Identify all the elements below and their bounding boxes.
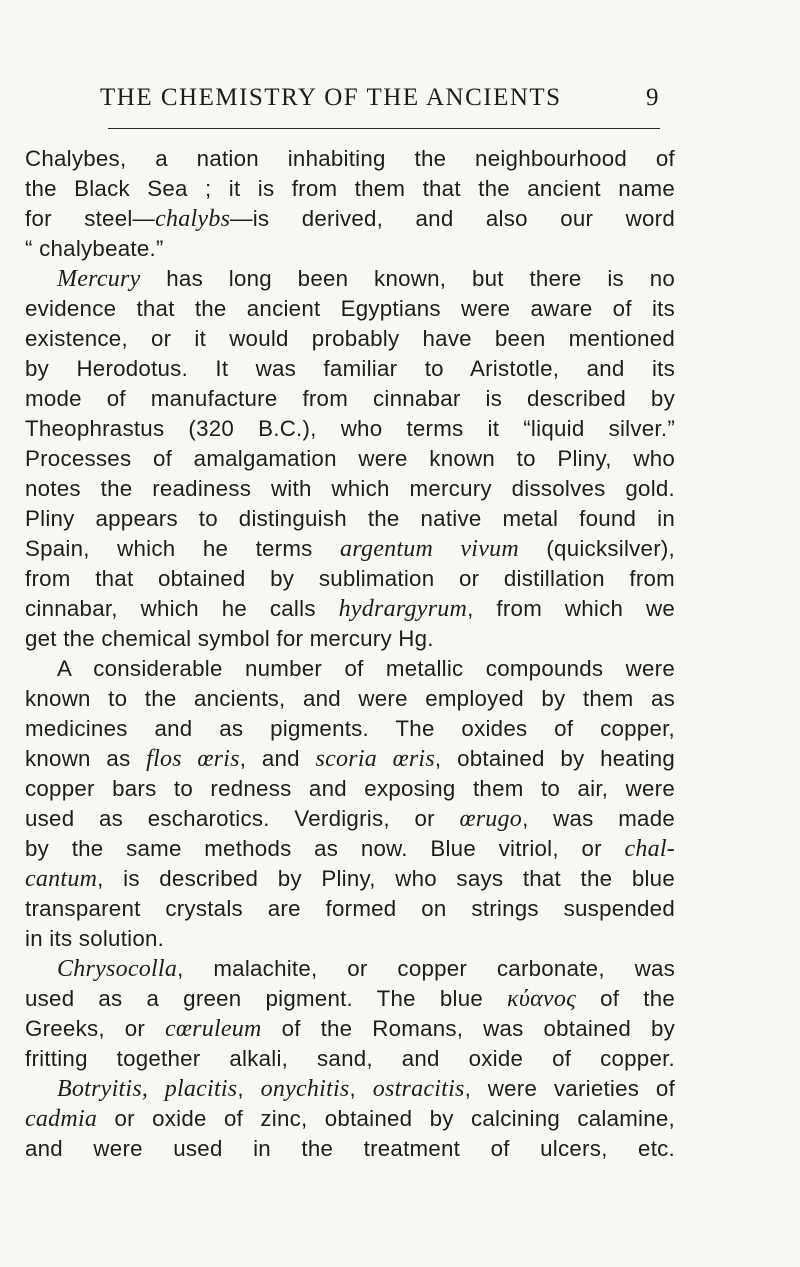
- text-run: in its solution.: [25, 926, 165, 951]
- text-run: , were varieties of: [464, 1076, 676, 1101]
- italic-term: cadmia: [25, 1106, 98, 1132]
- text-run: Chalybes, a nation inhabiting the neighbourhood of: [25, 146, 675, 171]
- italic-term: onychitis: [260, 1076, 350, 1102]
- text-run: the Black Sea ; it is from them that the ancient name: [25, 176, 675, 201]
- text-line: [25, 1104, 675, 1134]
- text-run: transparent crystals are formed on strings suspended: [25, 896, 675, 921]
- italic-term: κύανος: [507, 986, 577, 1012]
- text-run: by Herodotus. It was familiar to Aristotle, and its: [25, 356, 675, 381]
- text-run: mode of manufacture from cinnabar is described by: [25, 386, 675, 411]
- text-line: [25, 234, 675, 264]
- text-line: [25, 534, 675, 564]
- text-run: of the: [576, 986, 675, 1011]
- text-run: , and: [239, 746, 316, 771]
- text-run: Spain, which he terms: [25, 536, 341, 561]
- text-run: from that obtained by sublimation or distillation from: [25, 566, 675, 591]
- text-run: Theophrastus (320 B.C.), who terms it “liquid silver.”: [25, 416, 675, 441]
- text-line: [25, 1134, 675, 1164]
- text-line: [25, 504, 675, 534]
- text-run: , is described by Pliny, who says that the blue: [97, 866, 675, 891]
- text-run: A considerable number of metallic compounds were: [57, 656, 675, 681]
- text-run: Pliny appears to distinguish the native metal found in: [25, 506, 675, 531]
- text-line: [25, 894, 675, 924]
- text-line: [25, 294, 675, 324]
- text-run: get the chemical symbol for mercury Hg.: [25, 626, 434, 651]
- italic-term: argentum vivum: [340, 536, 519, 562]
- text-line: [25, 144, 675, 174]
- text-run: has long been known, but there is no: [140, 266, 675, 291]
- text-run: ,: [237, 1076, 261, 1101]
- text-line: [25, 654, 675, 684]
- text-run: , from which we: [467, 596, 676, 621]
- text-line: [25, 564, 675, 594]
- text-run: used as a green pigment. The blue: [25, 986, 508, 1011]
- text-line: [25, 414, 675, 444]
- italic-term: flos œris: [146, 746, 240, 772]
- text-line: [25, 174, 675, 204]
- italic-term: Chrysocolla: [57, 956, 178, 982]
- text-line: [25, 264, 675, 294]
- italic-term: Mercury: [57, 266, 141, 292]
- text-run: (quicksilver),: [518, 536, 676, 561]
- text-line: [25, 1074, 675, 1104]
- italic-term: chal-: [624, 836, 675, 862]
- text-run: known to the ancients, and were employed by them as: [25, 686, 675, 711]
- text-line: [25, 474, 675, 504]
- italic-term: ostracitis: [372, 1076, 465, 1102]
- text-run: , was made: [522, 806, 676, 831]
- text-run: —is derived, and also our word: [230, 206, 675, 231]
- text-line: [25, 444, 675, 474]
- italic-term: œrugo: [459, 806, 523, 832]
- text-line: [25, 804, 675, 834]
- text-line: [25, 744, 675, 774]
- text-line: [25, 594, 675, 624]
- italic-term: cœruleum: [164, 1016, 262, 1042]
- text-run: and were used in the treatment of ulcers, etc.: [25, 1136, 675, 1161]
- text-line: [25, 1014, 675, 1044]
- text-run: , malachite, or copper carbonate, was: [177, 956, 675, 981]
- text-line: [25, 624, 675, 654]
- text-run: medicines and as pigments. The oxides of copper,: [25, 716, 675, 741]
- text-run: Processes of amalgamation were known to Pliny, who: [25, 446, 675, 471]
- text-run: notes the readiness with which mercury dissolves gold.: [25, 476, 675, 501]
- text-run: ,: [349, 1076, 373, 1101]
- text-run: copper bars to redness and exposing them to air, were: [25, 776, 675, 801]
- text-line: [25, 834, 675, 864]
- text-run: , obtained by heating: [434, 746, 675, 771]
- text-run: “ chalybeate.”: [25, 236, 164, 261]
- text-run: used as escharotics. Verdigris, or: [25, 806, 460, 831]
- text-line: [25, 1044, 675, 1074]
- italic-term: chalybs: [155, 206, 231, 232]
- text-run: or oxide of zinc, obtained by calcining calamine,: [97, 1106, 675, 1131]
- text-run: for steel—: [25, 206, 156, 231]
- text-line: [25, 324, 675, 354]
- text-line: [25, 954, 675, 984]
- page-number: 9: [646, 84, 660, 111]
- text-line: [25, 774, 675, 804]
- text-run: fritting together alkali, sand, and oxide of copper.: [25, 1046, 675, 1071]
- text-line: [25, 864, 675, 894]
- text-run: evidence that the ancient Egyptians were aware of its: [25, 296, 675, 321]
- running-header: [100, 84, 660, 112]
- text-line: [25, 924, 675, 954]
- italic-term: cantum: [25, 866, 98, 892]
- text-run: existence, or it would probably have been mentioned: [25, 326, 675, 351]
- italic-term: scoria œris: [315, 746, 435, 772]
- text-run: by the same methods as now. Blue vitriol, or: [25, 836, 625, 861]
- italic-term: Botryitis, placitis: [57, 1076, 238, 1102]
- text-run: cinnabar, which he calls: [25, 596, 339, 621]
- header-rule: [108, 128, 660, 129]
- running-title: THE CHEMISTRY OF THE ANCIENTS: [100, 84, 562, 111]
- text-line: [25, 384, 675, 414]
- text-run: Greeks, or: [25, 1016, 165, 1041]
- body-text: [25, 144, 675, 1164]
- text-line: [25, 204, 675, 234]
- text-line: [25, 354, 675, 384]
- italic-term: hydrargyrum: [338, 596, 468, 622]
- text-line: [25, 714, 675, 744]
- text-run: known as: [25, 746, 147, 771]
- text-line: [25, 684, 675, 714]
- text-run: of the Romans, was obtained by: [261, 1016, 675, 1041]
- text-line: [25, 984, 675, 1014]
